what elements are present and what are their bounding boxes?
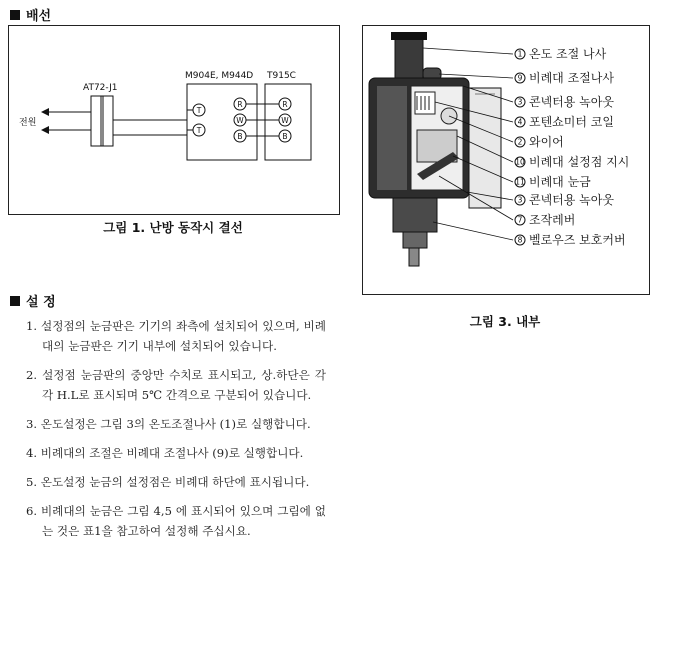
callout-item <box>515 70 614 85</box>
figure-3-caption: 그림 3. 내부 <box>469 314 541 329</box>
settings-list <box>26 316 326 541</box>
callout-text: 조작레버 <box>529 213 576 227</box>
motor-terminal: R <box>237 100 243 109</box>
settings-item: 2. 설정점 눈금판의 중앙만 수치로 표시되고, 상.하단은 각각 H.L로 표시되며 5℃ 간격으로 구분되어 있습니다. <box>26 368 326 402</box>
callout-item <box>515 114 614 129</box>
callout-item <box>515 212 575 227</box>
internal-diagram-svg <box>363 26 649 294</box>
callout-number: 8 <box>517 235 523 245</box>
callout-text: 콘넥터용 녹아웃 <box>529 95 614 109</box>
callout-item <box>515 134 564 149</box>
device-cover <box>469 88 501 208</box>
thermostat-label: T915C <box>267 71 296 81</box>
wiring-diagram-svg <box>9 26 339 214</box>
wiring-heading <box>10 5 51 24</box>
callout-number: 10 <box>515 157 525 167</box>
motor-terminal: B <box>237 132 243 141</box>
callout-text: 비례대 눈금 <box>529 175 591 189</box>
arrow-left-icon <box>41 108 49 116</box>
callout-item <box>515 232 626 247</box>
transformer-label: AT72-J1 <box>83 83 118 93</box>
callout-item <box>515 174 591 189</box>
motor-terminal: W <box>236 116 244 125</box>
settings-heading <box>10 291 56 310</box>
callout-list <box>515 46 629 247</box>
callout-number: 1 <box>517 49 523 59</box>
callout-text: 비례대 조절나사 <box>529 71 614 85</box>
callout-text: 콘넥터용 녹아웃 <box>529 193 614 207</box>
controller-label: M904E, M944D <box>185 71 254 81</box>
callout-number: 3 <box>517 195 523 205</box>
wiring-heading-text: 배선 <box>26 9 52 24</box>
callout-number: 9 <box>517 73 523 83</box>
callout-number: 11 <box>515 177 525 187</box>
settings-item: 3. 온도설정은 그림 3의 온도조절나사 (1)로 실행합니다. <box>26 417 311 431</box>
settings-heading-text: 설 정 <box>26 295 56 310</box>
internal-diagram <box>362 25 650 295</box>
callout-text: 벨로우즈 보호커버 <box>529 233 626 247</box>
wiring-diagram <box>8 25 340 215</box>
section-bullet-icon <box>10 296 20 306</box>
callout-item <box>515 192 614 207</box>
callout-item <box>515 154 629 169</box>
settings-item: 6. 비례대의 눈금은 그림 4,5 에 표시되어 있으며 그림에 없는 것은 표1을 참고하여 설정해 주십시요. <box>26 504 326 538</box>
settings-item: 4. 비례대의 조절은 비례대 조절나사 (9)로 실행합니다. <box>26 446 304 460</box>
callout-text: 와이어 <box>529 135 564 149</box>
controller-box <box>187 84 257 160</box>
section-bullet-icon <box>10 10 20 20</box>
controller-terminal: T <box>196 126 202 135</box>
callout-text: 비례대 설정점 지시 <box>529 155 630 169</box>
figure-1-caption: 그림 1. 난방 동작시 결선 <box>103 220 243 235</box>
thermostat-terminal: W <box>281 116 289 125</box>
callout-number: 3 <box>517 97 523 107</box>
callout-number: 4 <box>517 117 523 127</box>
callout-number: 2 <box>517 137 523 147</box>
callout-text: 포텐쇼미터 코일 <box>529 115 614 129</box>
callout-text: 온도 조절 나사 <box>529 47 607 61</box>
callout-item <box>515 46 607 61</box>
adjust-screw-housing <box>395 34 423 84</box>
callout-number: 7 <box>517 215 523 225</box>
arrow-left-icon <box>41 126 49 134</box>
thermostat-terminal: R <box>282 100 288 109</box>
settings-item: 1. 설정점의 눈금판은 기기의 좌측에 설치되어 있으며, 비례대의 눈금판은 기기 내부에 설치되어 있습니다. <box>26 319 326 353</box>
callout-item <box>515 94 614 109</box>
power-label: 전원 <box>19 118 37 128</box>
settings-item: 5. 온도설정 눈금의 설정점은 비례대 하단에 표시됩니다. <box>26 475 310 489</box>
settings-list-container <box>26 316 326 550</box>
bellows-cover <box>393 198 437 232</box>
thermostat-terminal: B <box>282 132 288 141</box>
controller-terminal: T <box>196 106 202 115</box>
device-illustration <box>369 32 501 266</box>
